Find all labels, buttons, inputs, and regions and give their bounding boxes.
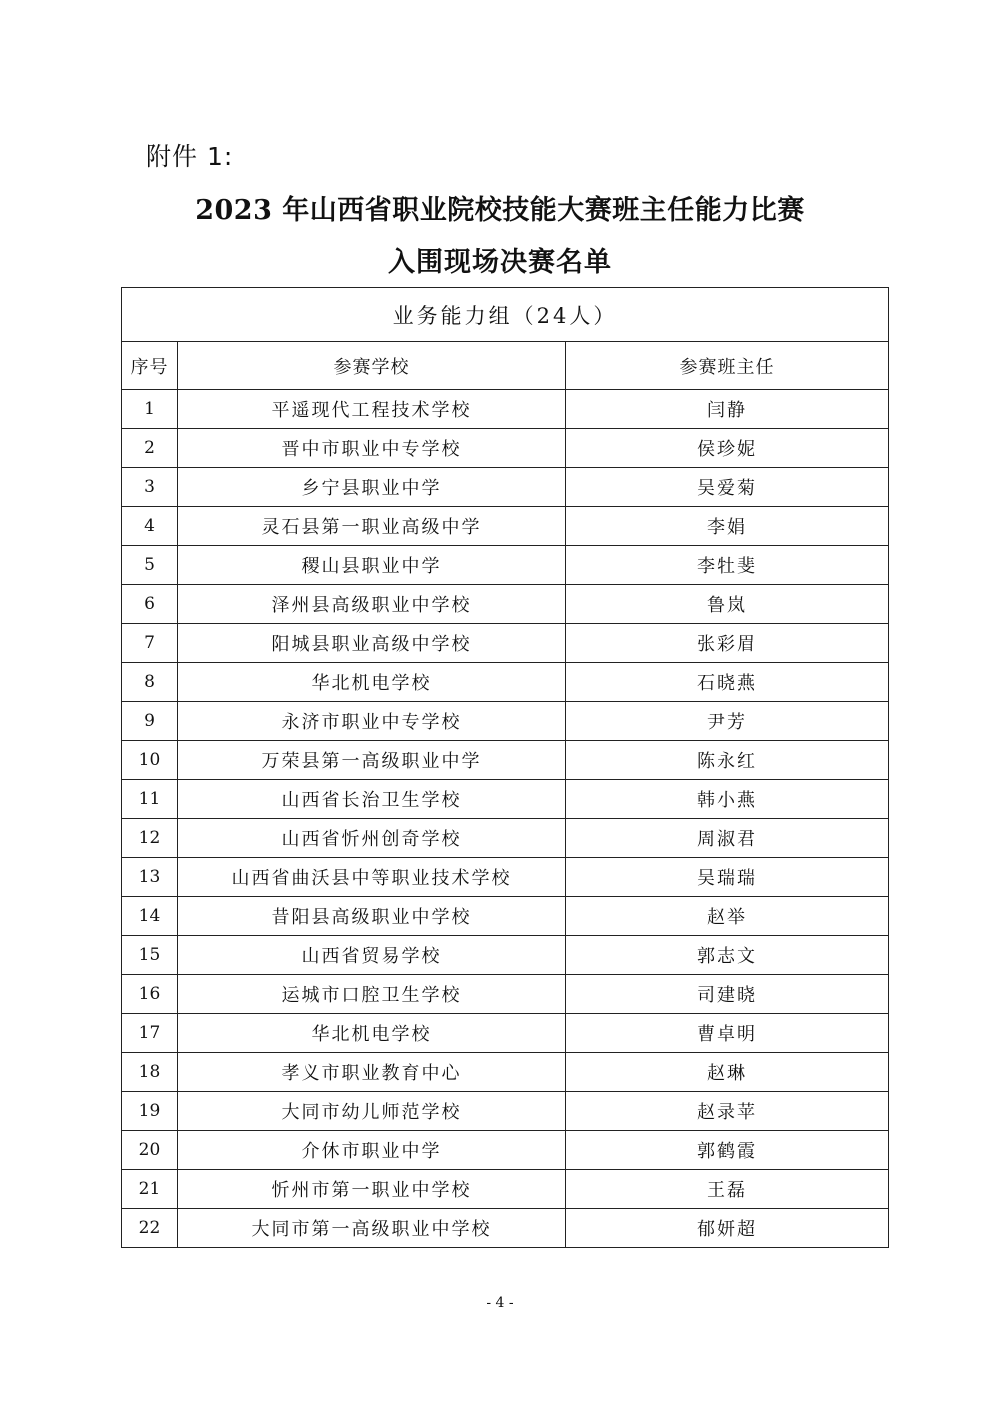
column-header-teacher: 参赛班主任 bbox=[566, 342, 889, 390]
table-row bbox=[122, 702, 889, 741]
row-school: 山西省长治卫生学校 bbox=[178, 780, 566, 819]
row-teacher: 吴爱菊 bbox=[566, 468, 889, 507]
row-school: 灵石县第一职业高级中学 bbox=[178, 507, 566, 546]
row-seq: 12 bbox=[122, 819, 178, 858]
table-row bbox=[122, 546, 889, 585]
row-school: 昔阳县高级职业中学校 bbox=[178, 897, 566, 936]
row-school: 运城市口腔卫生学校 bbox=[178, 975, 566, 1014]
row-teacher: 郭鹤霞 bbox=[566, 1131, 889, 1170]
row-teacher: 石晓燕 bbox=[566, 663, 889, 702]
table-row bbox=[122, 585, 889, 624]
row-teacher: 曹卓明 bbox=[566, 1014, 889, 1053]
row-seq: 1 bbox=[122, 390, 178, 429]
table-row bbox=[122, 429, 889, 468]
table-row bbox=[122, 624, 889, 663]
table-row bbox=[122, 663, 889, 702]
row-seq: 4 bbox=[122, 507, 178, 546]
row-teacher: 韩小燕 bbox=[566, 780, 889, 819]
table-row bbox=[122, 1131, 889, 1170]
row-seq: 17 bbox=[122, 1014, 178, 1053]
table-row bbox=[122, 468, 889, 507]
row-school: 阳城县职业高级中学校 bbox=[178, 624, 566, 663]
row-seq: 15 bbox=[122, 936, 178, 975]
row-school: 华北机电学校 bbox=[178, 663, 566, 702]
row-school: 泽州县高级职业中学校 bbox=[178, 585, 566, 624]
row-teacher: 吴瑞瑞 bbox=[566, 858, 889, 897]
row-seq: 7 bbox=[122, 624, 178, 663]
table-body bbox=[122, 390, 889, 1248]
table-row bbox=[122, 1092, 889, 1131]
row-teacher: 郭志文 bbox=[566, 936, 889, 975]
table-row bbox=[122, 1209, 889, 1248]
row-seq: 6 bbox=[122, 585, 178, 624]
row-teacher: 周淑君 bbox=[566, 819, 889, 858]
row-teacher: 张彩眉 bbox=[566, 624, 889, 663]
table-row bbox=[122, 390, 889, 429]
page-number: - 4 - bbox=[486, 1295, 514, 1311]
table-row bbox=[122, 975, 889, 1014]
row-school: 山西省贸易学校 bbox=[178, 936, 566, 975]
row-seq: 2 bbox=[122, 429, 178, 468]
column-header-seq: 序号 bbox=[122, 342, 178, 390]
row-teacher: 陈永红 bbox=[566, 741, 889, 780]
row-school: 稷山县职业中学 bbox=[178, 546, 566, 585]
table-row bbox=[122, 897, 889, 936]
row-teacher: 尹芳 bbox=[566, 702, 889, 741]
row-school: 晋中市职业中专学校 bbox=[178, 429, 566, 468]
table-row bbox=[122, 507, 889, 546]
table-row bbox=[122, 936, 889, 975]
document-title: 2023 年山西省职业院校技能大赛班主任能力比赛 bbox=[195, 195, 805, 226]
table-row bbox=[122, 1053, 889, 1092]
table-row bbox=[122, 1014, 889, 1053]
row-school: 大同市幼儿师范学校 bbox=[178, 1092, 566, 1131]
table-row bbox=[122, 741, 889, 780]
group-title: 业务能力组（24人） bbox=[122, 288, 889, 342]
row-school: 大同市第一高级职业中学校 bbox=[178, 1209, 566, 1248]
row-teacher: 李牡斐 bbox=[566, 546, 889, 585]
document-subtitle: 入围现场决赛名单 bbox=[388, 247, 612, 278]
row-school: 山西省曲沃县中等职业技术学校 bbox=[178, 858, 566, 897]
row-seq: 20 bbox=[122, 1131, 178, 1170]
row-school: 介休市职业中学 bbox=[178, 1131, 566, 1170]
finalist-table bbox=[121, 287, 889, 1248]
row-seq: 5 bbox=[122, 546, 178, 585]
row-teacher: 鲁岚 bbox=[566, 585, 889, 624]
row-seq: 13 bbox=[122, 858, 178, 897]
row-teacher: 郁妍超 bbox=[566, 1209, 889, 1248]
row-seq: 19 bbox=[122, 1092, 178, 1131]
row-school: 忻州市第一职业中学校 bbox=[178, 1170, 566, 1209]
table-row bbox=[122, 858, 889, 897]
row-seq: 14 bbox=[122, 897, 178, 936]
row-school: 山西省忻州创奇学校 bbox=[178, 819, 566, 858]
table-row bbox=[122, 819, 889, 858]
row-teacher: 赵录苹 bbox=[566, 1092, 889, 1131]
row-school: 万荣县第一高级职业中学 bbox=[178, 741, 566, 780]
row-school: 平遥现代工程技术学校 bbox=[178, 390, 566, 429]
row-school: 永济市职业中专学校 bbox=[178, 702, 566, 741]
row-school: 乡宁县职业中学 bbox=[178, 468, 566, 507]
table-row bbox=[122, 1170, 889, 1209]
row-school: 孝义市职业教育中心 bbox=[178, 1053, 566, 1092]
table-row bbox=[122, 780, 889, 819]
row-teacher: 赵举 bbox=[566, 897, 889, 936]
attachment-label: 附件 1: bbox=[146, 142, 234, 171]
row-teacher: 李娟 bbox=[566, 507, 889, 546]
row-seq: 22 bbox=[122, 1209, 178, 1248]
row-teacher: 赵琳 bbox=[566, 1053, 889, 1092]
row-seq: 3 bbox=[122, 468, 178, 507]
row-teacher: 王磊 bbox=[566, 1170, 889, 1209]
row-seq: 16 bbox=[122, 975, 178, 1014]
row-seq: 18 bbox=[122, 1053, 178, 1092]
row-seq: 9 bbox=[122, 702, 178, 741]
row-teacher: 侯珍妮 bbox=[566, 429, 889, 468]
row-teacher: 闫静 bbox=[566, 390, 889, 429]
row-teacher: 司建晓 bbox=[566, 975, 889, 1014]
row-seq: 8 bbox=[122, 663, 178, 702]
row-seq: 11 bbox=[122, 780, 178, 819]
row-seq: 10 bbox=[122, 741, 178, 780]
column-header-school: 参赛学校 bbox=[178, 342, 566, 390]
row-school: 华北机电学校 bbox=[178, 1014, 566, 1053]
row-seq: 21 bbox=[122, 1170, 178, 1209]
